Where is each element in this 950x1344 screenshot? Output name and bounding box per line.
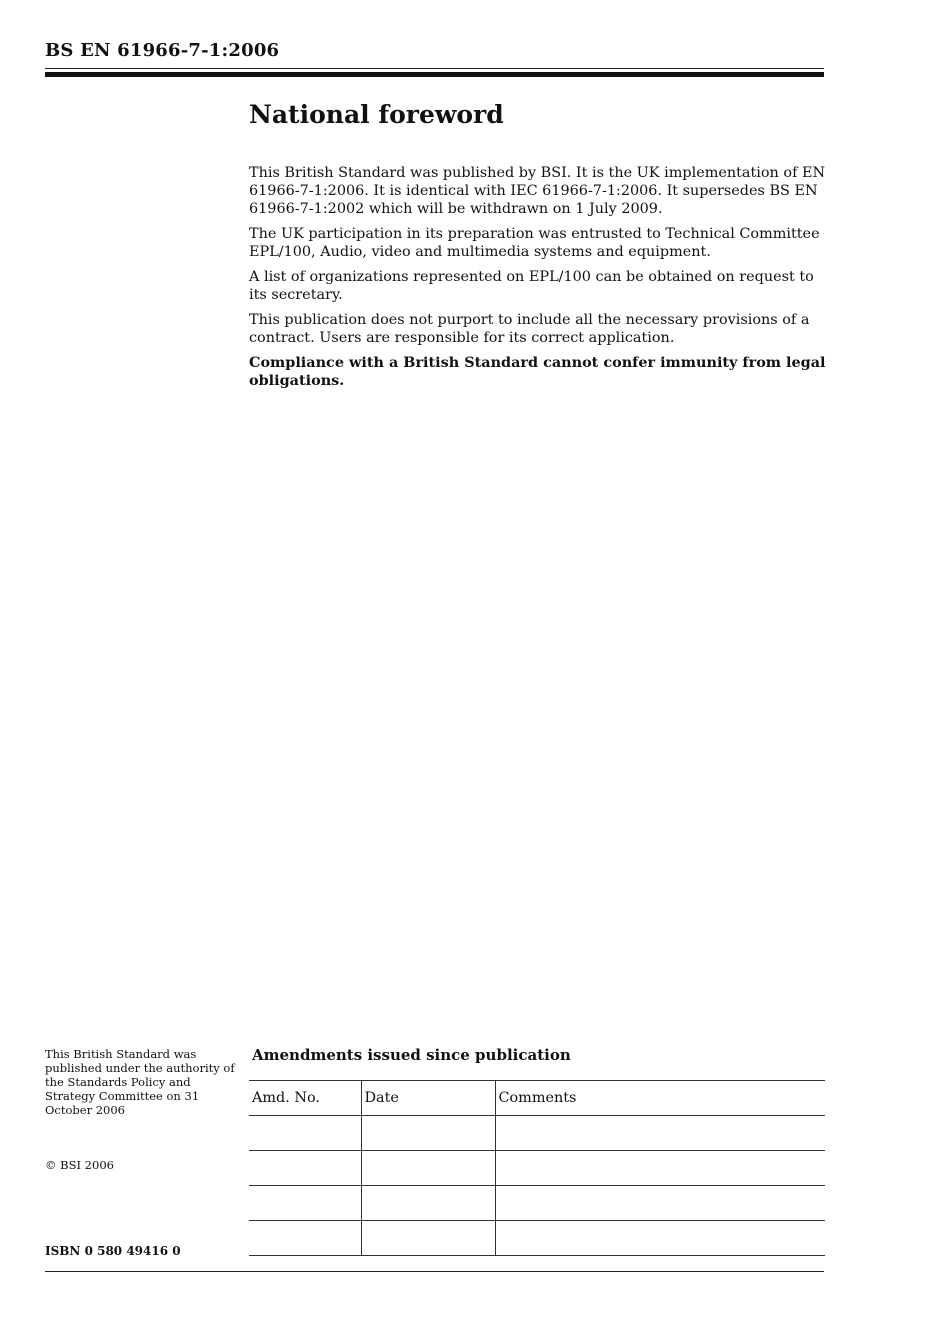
table-cell [361, 1221, 495, 1256]
foreword-paragraph: This British Standard was published by BSI. It is the UK implementation of EN 61966-7-1:2006. It is identical with IEC 61966-7-1:2006. It supersedes BS EN 61966-7-1:2002 which will be withdrawn on 1 July 2009. [249, 165, 826, 217]
document-identifier: BS EN 61966-7-1:2006 [45, 40, 280, 61]
foreword-paragraph: The UK participation in its preparation was entrusted to Technical Committee EPL/100, Audio, video and multimedia systems and equipment. [249, 226, 820, 260]
foreword-body [249, 164, 827, 397]
footer-rule [45, 1271, 824, 1272]
table-cell [361, 1151, 495, 1186]
header-rule-thin [45, 68, 824, 69]
table-cell [495, 1221, 825, 1256]
amendments-table [249, 1080, 825, 1256]
table-cell [249, 1186, 361, 1221]
header-rule-thick [45, 72, 824, 77]
table-cell [249, 1221, 361, 1256]
table-row [249, 1221, 825, 1256]
table-cell [249, 1116, 361, 1151]
foreword-paragraph: This publication does not purport to include all the necessary provisions of a contract. Users are responsible for its correct application. [249, 312, 810, 346]
table-cell [495, 1151, 825, 1186]
table-header-row [249, 1081, 825, 1116]
table-cell [361, 1116, 495, 1151]
amendments-title: Amendments issued since publication [252, 1046, 571, 1064]
column-header-amd-no: Amd. No. [249, 1081, 361, 1116]
table-row [249, 1186, 825, 1221]
isbn: ISBN 0 580 49416 0 [45, 1244, 181, 1258]
table-cell [495, 1186, 825, 1221]
column-header-date: Date [361, 1081, 495, 1116]
foreword-paragraph: A list of organizations represented on EPL/100 can be obtained on request to its secretary. [249, 269, 814, 303]
column-header-comments: Comments [495, 1081, 825, 1116]
legal-notice: Compliance with a British Standard cannot confer immunity from legal obligations. [249, 354, 826, 389]
publication-authority-note: This British Standard was published under the authority of the Standards Policy and Strategy Committee on 31 October 2006 [45, 1047, 235, 1117]
page-title: National foreword [249, 100, 504, 129]
table-cell [361, 1186, 495, 1221]
table-cell [495, 1116, 825, 1151]
table-row [249, 1151, 825, 1186]
table-row [249, 1116, 825, 1151]
copyright-notice: © BSI 2006 [45, 1158, 114, 1172]
table-cell [249, 1151, 361, 1186]
